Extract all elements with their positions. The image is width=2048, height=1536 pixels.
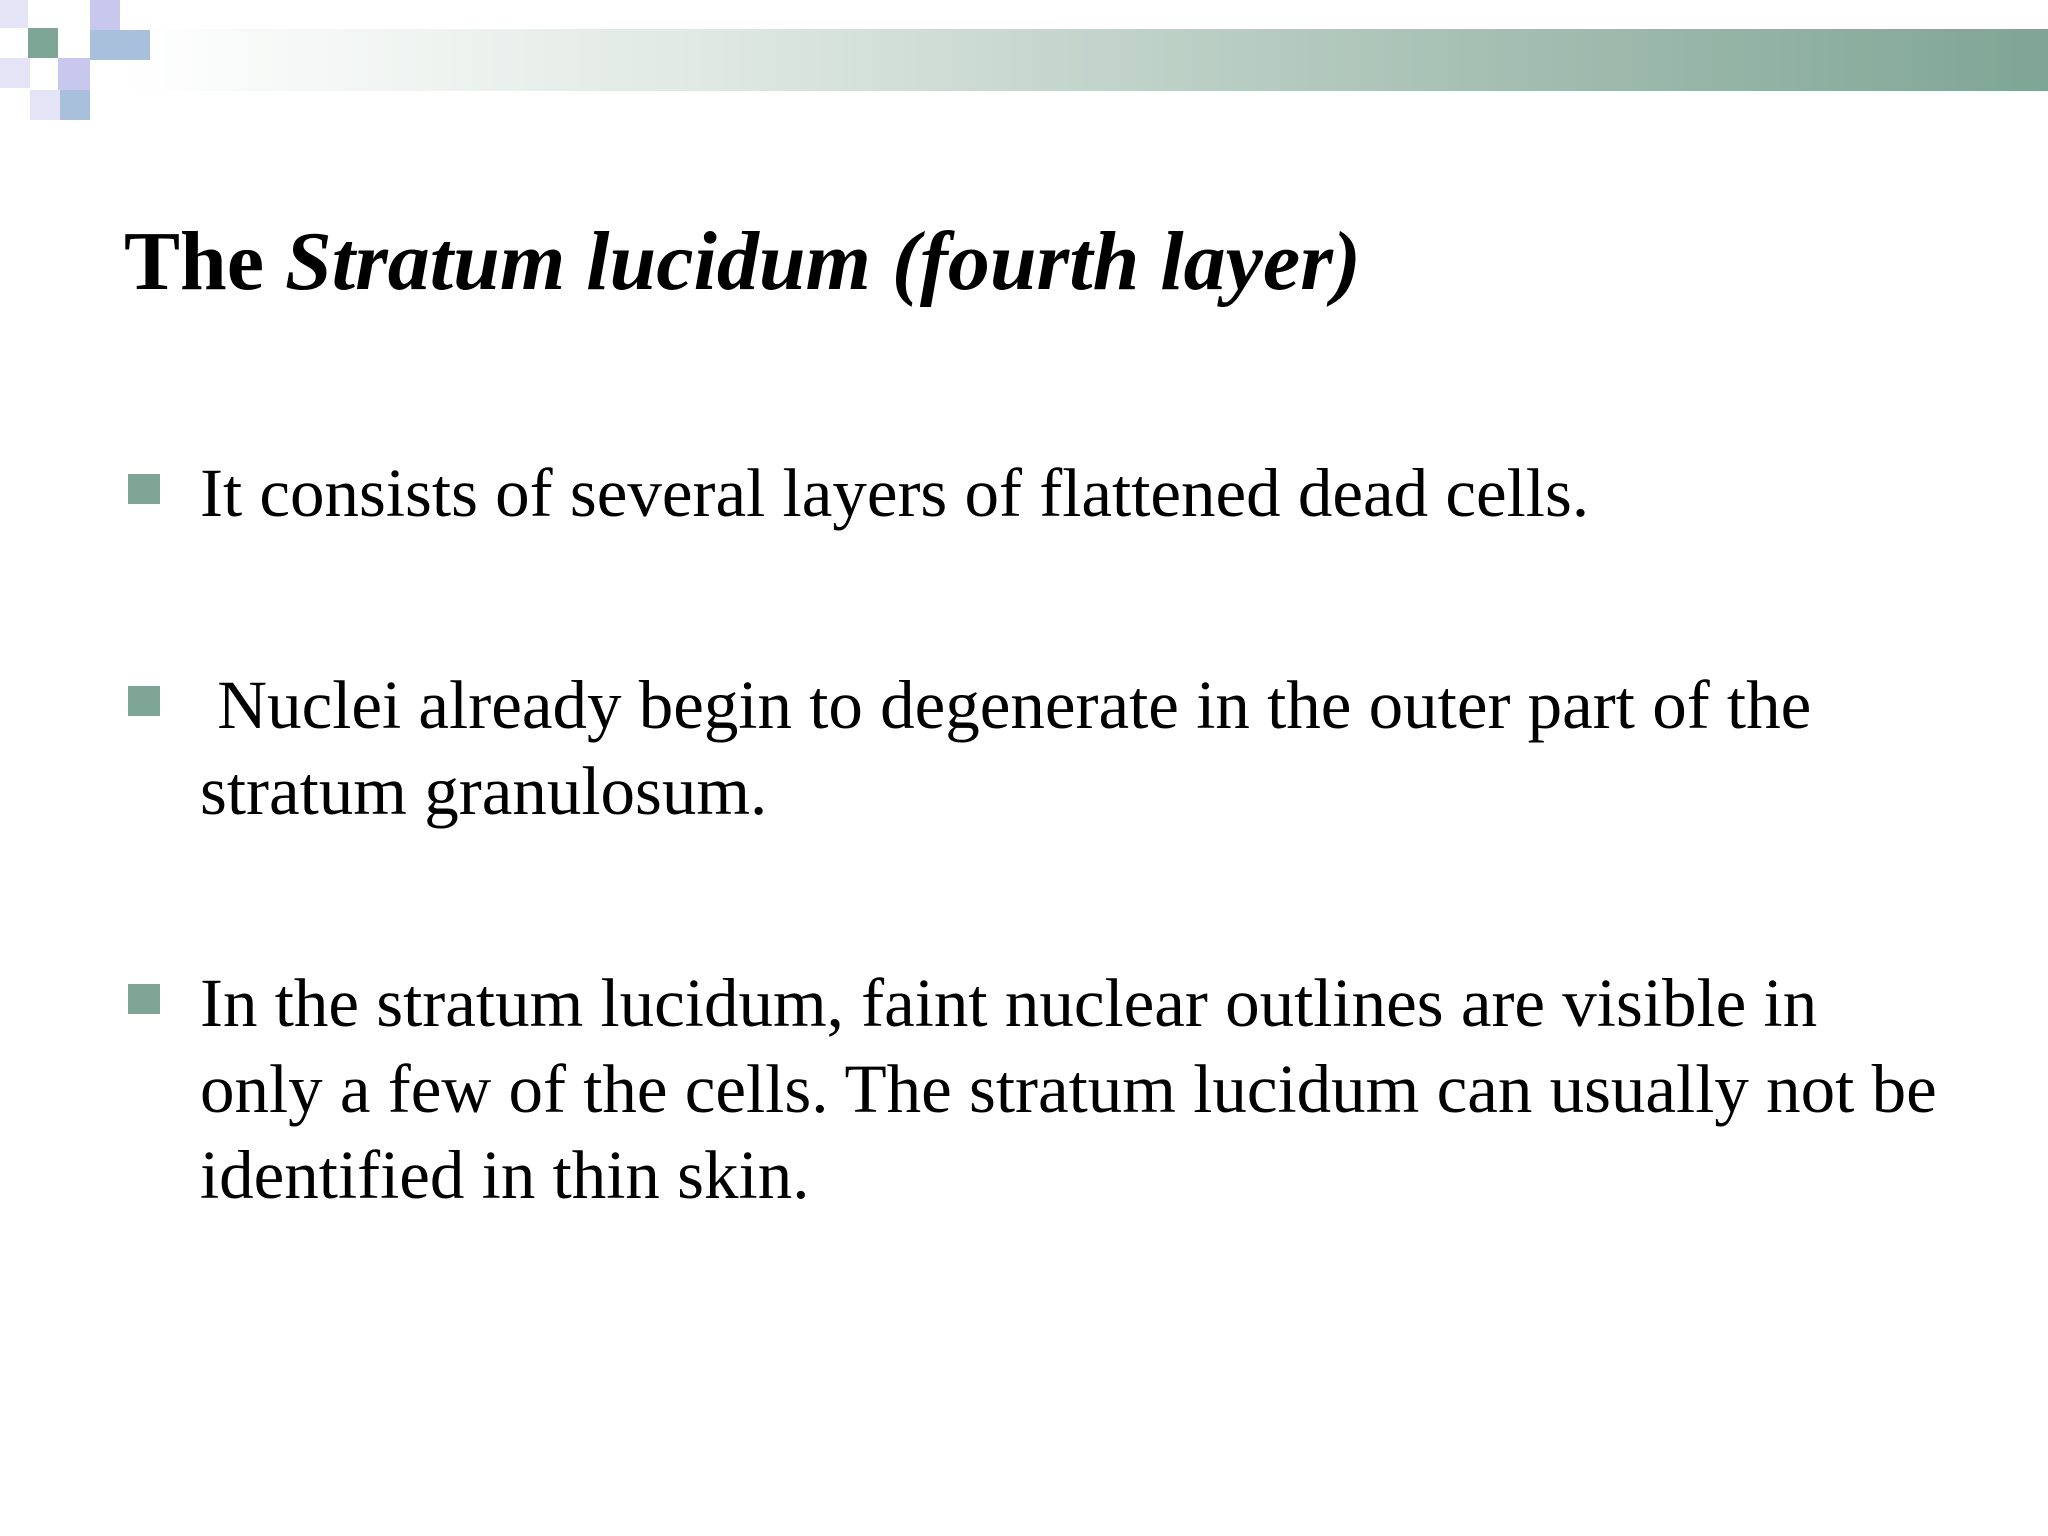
title-plain: The <box>124 215 265 308</box>
bullet-item <box>124 960 1954 1218</box>
bullet-item <box>124 662 1944 834</box>
bullet-text: Nuclei already begin to degenerate in the outer part of the stratum granulosum. <box>200 667 1829 829</box>
header-gradient-band <box>0 29 2048 91</box>
bullet-text: In the stratum lucidum, faint nuclear outlines are visible in only a few of the cells. The stratum lucidum can usually not be identified in thin skin. <box>200 965 1954 1213</box>
square-bullet-icon <box>128 686 160 716</box>
square-bullet-icon <box>128 474 160 504</box>
bullet-item <box>124 450 1944 536</box>
title-italic: Stratum lucidum (fourth layer) <box>285 215 1361 308</box>
decorative-squares-graphic <box>0 0 160 130</box>
bullet-list <box>124 450 1954 1344</box>
bullet-text: It consists of several layers of flattened dead cells. <box>200 455 1590 531</box>
slide-title <box>124 212 1974 313</box>
square-bullet-icon <box>128 984 160 1014</box>
